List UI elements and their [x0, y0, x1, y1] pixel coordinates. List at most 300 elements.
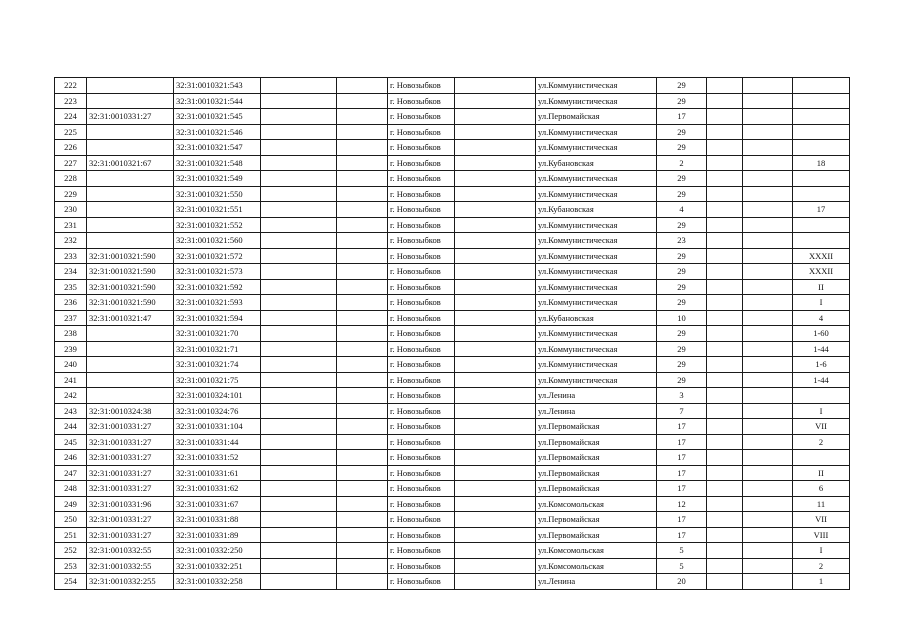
parent-cadastral-number	[87, 78, 174, 94]
cadastral-number: 32:31:0010331:104	[174, 419, 261, 435]
house-number: 29	[657, 124, 707, 140]
empty-cell	[455, 78, 536, 94]
table-row	[55, 574, 850, 590]
city: г. Новозыбков	[388, 171, 455, 187]
empty-cell	[261, 465, 337, 481]
table-row	[55, 248, 850, 264]
street: ул.Комсомольская	[536, 558, 657, 574]
cadastral-number: 32:31:0010331:62	[174, 481, 261, 497]
house-number: 17	[657, 512, 707, 528]
row-number: 249	[55, 496, 87, 512]
empty-cell	[743, 295, 793, 311]
empty-cell	[261, 217, 337, 233]
table-row	[55, 326, 850, 342]
city: г. Новозыбков	[388, 574, 455, 590]
empty-cell	[707, 233, 743, 249]
city: г. Новозыбков	[388, 124, 455, 140]
empty-cell	[743, 450, 793, 466]
empty-cell	[261, 481, 337, 497]
row-number: 246	[55, 450, 87, 466]
empty-cell	[455, 450, 536, 466]
empty-cell	[455, 372, 536, 388]
street: ул.Первомайская	[536, 465, 657, 481]
cadastral-number: 32:31:0010321:548	[174, 155, 261, 171]
street: ул.Коммунистическая	[536, 217, 657, 233]
unit-number: VII	[793, 512, 850, 528]
empty-cell	[707, 295, 743, 311]
table-row	[55, 155, 850, 171]
house-number: 29	[657, 78, 707, 94]
empty-cell	[337, 512, 388, 528]
empty-cell	[337, 372, 388, 388]
row-number: 232	[55, 233, 87, 249]
row-number: 248	[55, 481, 87, 497]
row-number: 244	[55, 419, 87, 435]
cadastral-number: 32:31:0010331:52	[174, 450, 261, 466]
empty-cell	[743, 326, 793, 342]
parent-cadastral-number	[87, 357, 174, 373]
parent-cadastral-number: 32:31:0010331:27	[87, 512, 174, 528]
empty-cell	[743, 527, 793, 543]
unit-number: 18	[793, 155, 850, 171]
city: г. Новозыбков	[388, 217, 455, 233]
table-row	[55, 357, 850, 373]
unit-number: 2	[793, 558, 850, 574]
empty-cell	[455, 109, 536, 125]
cadastral-number: 32:31:0010321:71	[174, 341, 261, 357]
empty-cell	[743, 496, 793, 512]
empty-cell	[743, 109, 793, 125]
house-number: 29	[657, 264, 707, 280]
city: г. Новозыбков	[388, 357, 455, 373]
unit-number: II	[793, 465, 850, 481]
empty-cell	[707, 186, 743, 202]
empty-cell	[337, 481, 388, 497]
row-number: 237	[55, 310, 87, 326]
cadastral-number: 32:31:0010331:44	[174, 434, 261, 450]
empty-cell	[455, 279, 536, 295]
cadastral-number: 32:31:0010321:592	[174, 279, 261, 295]
cadastral-number: 32:31:0010321:594	[174, 310, 261, 326]
street: ул.Кубановская	[536, 155, 657, 171]
empty-cell	[455, 326, 536, 342]
empty-cell	[337, 341, 388, 357]
city: г. Новозыбков	[388, 403, 455, 419]
house-number: 29	[657, 93, 707, 109]
parent-cadastral-number	[87, 372, 174, 388]
row-number: 252	[55, 543, 87, 559]
table-row	[55, 481, 850, 497]
street: ул.Первомайская	[536, 419, 657, 435]
street: ул.Первомайская	[536, 434, 657, 450]
empty-cell	[455, 543, 536, 559]
row-number: 225	[55, 124, 87, 140]
city: г. Новозыбков	[388, 558, 455, 574]
empty-cell	[707, 171, 743, 187]
row-number: 230	[55, 202, 87, 218]
empty-cell	[261, 496, 337, 512]
table-row	[55, 124, 850, 140]
empty-cell	[707, 310, 743, 326]
street: ул.Коммунистическая	[536, 78, 657, 94]
parent-cadastral-number: 32:31:0010331:27	[87, 527, 174, 543]
parent-cadastral-number: 32:31:0010321:590	[87, 248, 174, 264]
cadastral-number: 32:31:0010324:101	[174, 388, 261, 404]
house-number: 23	[657, 233, 707, 249]
empty-cell	[455, 527, 536, 543]
parent-cadastral-number: 32:31:0010331:27	[87, 434, 174, 450]
cadastral-number: 32:31:0010332:258	[174, 574, 261, 590]
cadastral-number: 32:31:0010332:251	[174, 558, 261, 574]
empty-cell	[455, 233, 536, 249]
empty-cell	[337, 574, 388, 590]
house-number: 10	[657, 310, 707, 326]
parent-cadastral-number: 32:31:0010331:27	[87, 109, 174, 125]
empty-cell	[707, 450, 743, 466]
parent-cadastral-number: 32:31:0010332:55	[87, 543, 174, 559]
parent-cadastral-number: 32:31:0010332:55	[87, 558, 174, 574]
city: г. Новозыбков	[388, 109, 455, 125]
house-number: 17	[657, 481, 707, 497]
house-number: 12	[657, 496, 707, 512]
house-number: 17	[657, 450, 707, 466]
empty-cell	[455, 357, 536, 373]
empty-cell	[337, 465, 388, 481]
parent-cadastral-number: 32:31:0010331:27	[87, 450, 174, 466]
empty-cell	[743, 171, 793, 187]
unit-number	[793, 217, 850, 233]
empty-cell	[743, 419, 793, 435]
house-number: 29	[657, 140, 707, 156]
cadastral-number: 32:31:0010321:572	[174, 248, 261, 264]
cadastral-number: 32:31:0010321:545	[174, 109, 261, 125]
city: г. Новозыбков	[388, 481, 455, 497]
city: г. Новозыбков	[388, 202, 455, 218]
empty-cell	[455, 140, 536, 156]
empty-cell	[707, 543, 743, 559]
city: г. Новозыбков	[388, 372, 455, 388]
street: ул.Первомайская	[536, 512, 657, 528]
empty-cell	[743, 543, 793, 559]
parent-cadastral-number: 32:31:0010321:67	[87, 155, 174, 171]
unit-number: VII	[793, 419, 850, 435]
empty-cell	[455, 465, 536, 481]
unit-number: I	[793, 403, 850, 419]
empty-cell	[743, 465, 793, 481]
empty-cell	[337, 248, 388, 264]
empty-cell	[707, 403, 743, 419]
empty-cell	[337, 543, 388, 559]
table-row	[55, 496, 850, 512]
empty-cell	[261, 155, 337, 171]
table-row	[55, 140, 850, 156]
parent-cadastral-number	[87, 326, 174, 342]
table-row	[55, 186, 850, 202]
empty-cell	[261, 140, 337, 156]
empty-cell	[743, 403, 793, 419]
house-number: 29	[657, 326, 707, 342]
empty-cell	[743, 341, 793, 357]
unit-number	[793, 388, 850, 404]
empty-cell	[707, 264, 743, 280]
house-number: 4	[657, 202, 707, 218]
table-row	[55, 558, 850, 574]
parent-cadastral-number	[87, 202, 174, 218]
street: ул.Ленина	[536, 403, 657, 419]
cadastral-number: 32:31:0010321:544	[174, 93, 261, 109]
house-number: 29	[657, 171, 707, 187]
empty-cell	[337, 217, 388, 233]
empty-cell	[743, 310, 793, 326]
unit-number: XXXII	[793, 248, 850, 264]
empty-cell	[743, 279, 793, 295]
street: ул.Коммунистическая	[536, 279, 657, 295]
table-row	[55, 465, 850, 481]
cadastral-number: 32:31:0010321:593	[174, 295, 261, 311]
cadastral-number: 32:31:0010321:75	[174, 372, 261, 388]
empty-cell	[261, 574, 337, 590]
empty-cell	[261, 527, 337, 543]
street: ул.Коммунистическая	[536, 171, 657, 187]
empty-cell	[707, 388, 743, 404]
city: г. Новозыбков	[388, 186, 455, 202]
table-row	[55, 78, 850, 94]
empty-cell	[261, 78, 337, 94]
parent-cadastral-number	[87, 140, 174, 156]
row-number: 235	[55, 279, 87, 295]
empty-cell	[261, 109, 337, 125]
empty-cell	[337, 233, 388, 249]
cadastral-number: 32:31:0010321:549	[174, 171, 261, 187]
empty-cell	[337, 279, 388, 295]
empty-cell	[455, 248, 536, 264]
empty-cell	[455, 434, 536, 450]
empty-cell	[337, 326, 388, 342]
house-number: 5	[657, 558, 707, 574]
empty-cell	[337, 140, 388, 156]
house-number: 7	[657, 403, 707, 419]
city: г. Новозыбков	[388, 419, 455, 435]
unit-number: II	[793, 279, 850, 295]
unit-number	[793, 140, 850, 156]
empty-cell	[707, 78, 743, 94]
empty-cell	[337, 155, 388, 171]
table-row	[55, 279, 850, 295]
table-row	[55, 264, 850, 280]
empty-cell	[707, 217, 743, 233]
empty-cell	[455, 574, 536, 590]
empty-cell	[261, 264, 337, 280]
table-row	[55, 202, 850, 218]
cadastral-number: 32:31:0010332:250	[174, 543, 261, 559]
empty-cell	[261, 543, 337, 559]
house-number: 29	[657, 279, 707, 295]
cadastral-number: 32:31:0010331:61	[174, 465, 261, 481]
empty-cell	[337, 496, 388, 512]
house-number: 2	[657, 155, 707, 171]
empty-cell	[455, 403, 536, 419]
empty-cell	[261, 295, 337, 311]
street: ул.Ленина	[536, 574, 657, 590]
empty-cell	[707, 248, 743, 264]
empty-cell	[455, 155, 536, 171]
row-number: 229	[55, 186, 87, 202]
empty-cell	[337, 434, 388, 450]
row-number: 226	[55, 140, 87, 156]
street: ул.Коммунистическая	[536, 124, 657, 140]
house-number: 29	[657, 248, 707, 264]
empty-cell	[455, 388, 536, 404]
empty-cell	[337, 109, 388, 125]
table-row	[55, 171, 850, 187]
table-row	[55, 295, 850, 311]
unit-number: XXXII	[793, 264, 850, 280]
empty-cell	[455, 264, 536, 280]
street: ул.Первомайская	[536, 109, 657, 125]
city: г. Новозыбков	[388, 155, 455, 171]
row-number: 242	[55, 388, 87, 404]
empty-cell	[743, 481, 793, 497]
house-number: 29	[657, 357, 707, 373]
city: г. Новозыбков	[388, 140, 455, 156]
city: г. Новозыбков	[388, 310, 455, 326]
property-registry-table	[54, 77, 850, 590]
empty-cell	[337, 419, 388, 435]
parent-cadastral-number	[87, 233, 174, 249]
empty-cell	[743, 558, 793, 574]
house-number: 3	[657, 388, 707, 404]
unit-number: 1-44	[793, 372, 850, 388]
cadastral-number: 32:31:0010321:560	[174, 233, 261, 249]
row-number: 224	[55, 109, 87, 125]
unit-number: 4	[793, 310, 850, 326]
city: г. Новозыбков	[388, 496, 455, 512]
empty-cell	[261, 434, 337, 450]
empty-cell	[261, 512, 337, 528]
unit-number	[793, 171, 850, 187]
street: ул.Коммунистическая	[536, 248, 657, 264]
row-number: 251	[55, 527, 87, 543]
street: ул.Первомайская	[536, 527, 657, 543]
cadastral-number: 32:31:0010321:70	[174, 326, 261, 342]
table-row	[55, 372, 850, 388]
house-number: 17	[657, 465, 707, 481]
empty-cell	[707, 465, 743, 481]
empty-cell	[707, 496, 743, 512]
empty-cell	[707, 558, 743, 574]
empty-cell	[743, 155, 793, 171]
row-number: 241	[55, 372, 87, 388]
empty-cell	[707, 574, 743, 590]
house-number: 17	[657, 527, 707, 543]
empty-cell	[707, 372, 743, 388]
city: г. Новозыбков	[388, 326, 455, 342]
table-row	[55, 419, 850, 435]
unit-number: 1-6	[793, 357, 850, 373]
empty-cell	[455, 419, 536, 435]
empty-cell	[261, 403, 337, 419]
registry-rows	[55, 78, 850, 590]
empty-cell	[337, 527, 388, 543]
parent-cadastral-number: 32:31:0010332:255	[87, 574, 174, 590]
empty-cell	[261, 186, 337, 202]
table-row	[55, 388, 850, 404]
parent-cadastral-number	[87, 217, 174, 233]
empty-cell	[707, 279, 743, 295]
empty-cell	[455, 481, 536, 497]
empty-cell	[455, 310, 536, 326]
city: г. Новозыбков	[388, 512, 455, 528]
unit-number: 6	[793, 481, 850, 497]
empty-cell	[707, 357, 743, 373]
city: г. Новозыбков	[388, 93, 455, 109]
city: г. Новозыбков	[388, 295, 455, 311]
empty-cell	[337, 93, 388, 109]
empty-cell	[707, 140, 743, 156]
parent-cadastral-number: 32:31:0010321:47	[87, 310, 174, 326]
empty-cell	[743, 357, 793, 373]
empty-cell	[337, 186, 388, 202]
parent-cadastral-number: 32:31:0010324:38	[87, 403, 174, 419]
street: ул.Коммунистическая	[536, 264, 657, 280]
house-number: 17	[657, 109, 707, 125]
unit-number: VIII	[793, 527, 850, 543]
unit-number: 11	[793, 496, 850, 512]
unit-number: 1-60	[793, 326, 850, 342]
cadastral-number: 32:31:0010321:550	[174, 186, 261, 202]
street: ул.Коммунистическая	[536, 93, 657, 109]
empty-cell	[337, 450, 388, 466]
cadastral-number: 32:31:0010331:67	[174, 496, 261, 512]
street: ул.Коммунистическая	[536, 140, 657, 156]
empty-cell	[261, 93, 337, 109]
row-number: 239	[55, 341, 87, 357]
row-number: 234	[55, 264, 87, 280]
cadastral-number: 32:31:0010321:547	[174, 140, 261, 156]
street: ул.Коммунистическая	[536, 233, 657, 249]
unit-number: 1	[793, 574, 850, 590]
house-number: 17	[657, 419, 707, 435]
row-number: 253	[55, 558, 87, 574]
empty-cell	[743, 372, 793, 388]
unit-number	[793, 233, 850, 249]
table-row	[55, 310, 850, 326]
city: г. Новозыбков	[388, 543, 455, 559]
unit-number	[793, 124, 850, 140]
table-row	[55, 543, 850, 559]
empty-cell	[261, 124, 337, 140]
parent-cadastral-number: 32:31:0010321:590	[87, 295, 174, 311]
table-row	[55, 233, 850, 249]
empty-cell	[707, 527, 743, 543]
empty-cell	[455, 512, 536, 528]
empty-cell	[707, 155, 743, 171]
table-row	[55, 93, 850, 109]
empty-cell	[743, 512, 793, 528]
parent-cadastral-number	[87, 388, 174, 404]
empty-cell	[743, 217, 793, 233]
empty-cell	[707, 481, 743, 497]
street: ул.Коммунистическая	[536, 341, 657, 357]
street: ул.Коммунистическая	[536, 326, 657, 342]
empty-cell	[455, 295, 536, 311]
street: ул.Коммунистическая	[536, 186, 657, 202]
empty-cell	[707, 93, 743, 109]
table-row	[55, 434, 850, 450]
house-number: 17	[657, 434, 707, 450]
empty-cell	[707, 109, 743, 125]
table-row	[55, 527, 850, 543]
